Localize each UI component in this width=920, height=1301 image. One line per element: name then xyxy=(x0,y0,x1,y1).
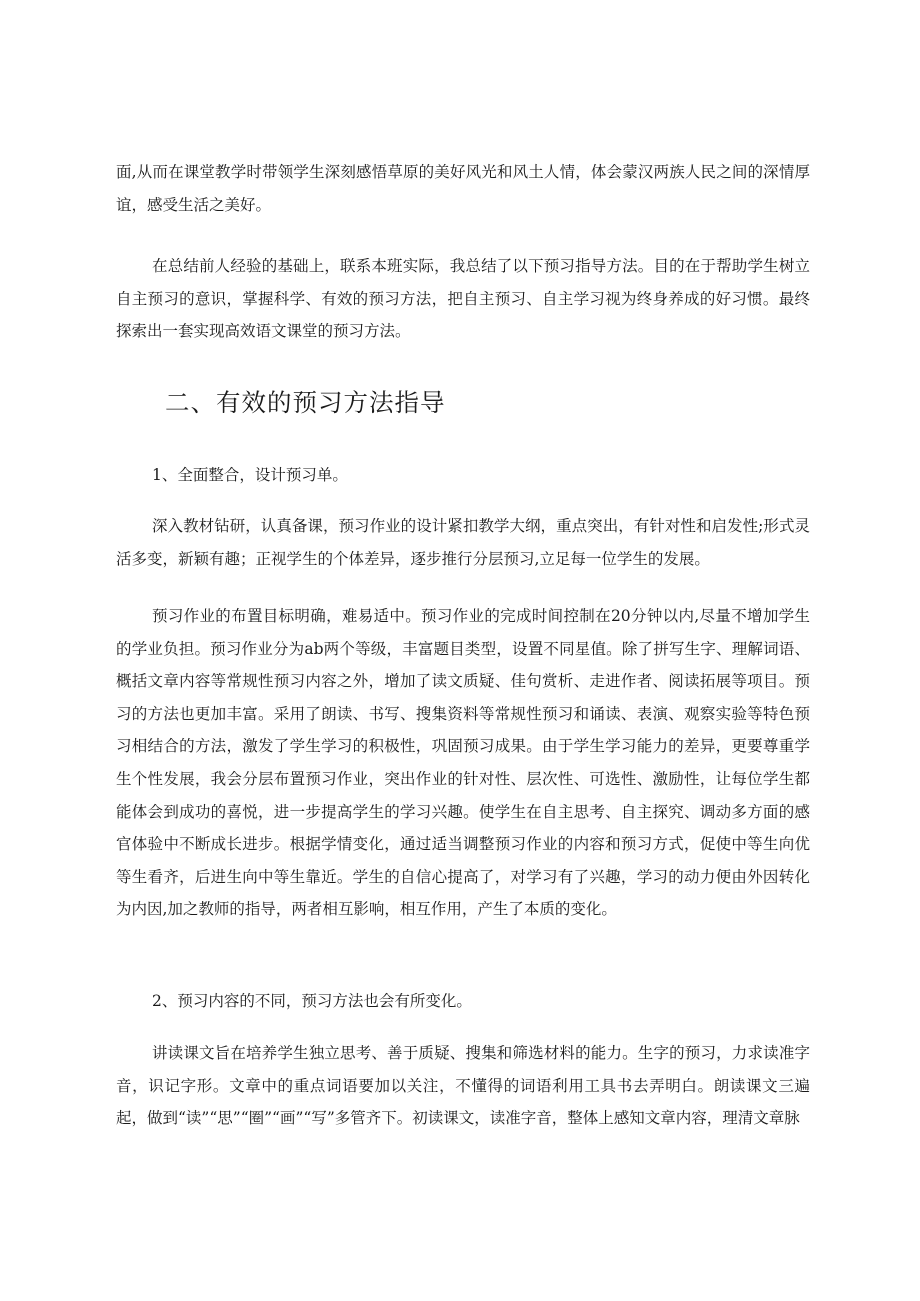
paragraph-continued: 面,从而在课堂教学时带领学生深刻感悟草原的美好风光和风土人情，体会蒙汉两族人民之间的深情厚谊，感受生活之美好。 xyxy=(116,163,810,214)
paragraph-reading: 讲读课文旨在培养学生独立思考、善于质疑、搜集和筛选材料的能力。生字的预习，力求读准字音，识记字形。文章中的重点词语要加以关注，不懂得的词语利用工具书去弄明白。朗读课文三遍起，做到“读”“思”“圈”“画”“写”多管齐下。初读课文，读准字音，整体上感知文章内容，理清文章脉 xyxy=(116,1044,810,1128)
subheading-2: 2、预习内容的不同，预习方法也会有所变化。 xyxy=(152,992,472,1010)
paragraph-design: 深入教材钻研，认真备课，预习作业的设计紧扣教学大纲，重点突出，有针对性和启发性;形式灵活多变，新颖有趣；正视学生的个体差异，逐步推行分层预习,立足每一位学生的发展。 xyxy=(116,517,810,568)
paragraph-summary: 在总结前人经验的基础上，联系本班实际，我总结了以下预习指导方法。目的在于帮助学生树立自主预习的意识，掌握科学、有效的预习方法，把自主预习、自主学习视为终身养成的好习惯。最终探索出一套实现高效语文课堂的预习方法。 xyxy=(116,257,810,341)
subheading-1: 1、全面整合，设计预习单。 xyxy=(152,466,348,484)
section-heading: 二、有效的预习方法指导 xyxy=(165,388,446,417)
paragraph-assignment: 预习作业的布置目标明确，难易适中。预习作业的完成时间控制在20分钟以内,尽量不增加学生的学业负担。预习作业分为ab两个等级，丰富题目类型，设置不同星值。除了拼写生字、理解词语、概括文章内容等常规性预习内容之外，增加了读文质疑、佳句赏析、走进作者、阅读拓展等项目。预习的方法也更加丰富。采用了朗读、书写、搜集资料等常规性预习和诵读、表演、观察实验等特色预习相结合的方法，激发了学生学习的积极性，巩固预习成果。由于学生学习能力的差异，更要尊重学生个性发展，我会分层布置预习作业，突出作业的针对性、层次性、可选性、激励性，让每位学生都能体会到成功的喜悦，进一步提高学生的学习兴趣。使学生在自主思考、自主探究、调动多方面的感官体验中不断成长进步。根据学情变化，通过适当调整预习作业的内容和预习方式，促使中等生向优等生看齐，后进生向中等生靠近。学生的自信心提高了，对学习有了兴趣，学习的动力便由外因转化为内因,加之教师的指导，两者相互影响，相互作用，产生了本质的变化。 xyxy=(116,607,810,919)
